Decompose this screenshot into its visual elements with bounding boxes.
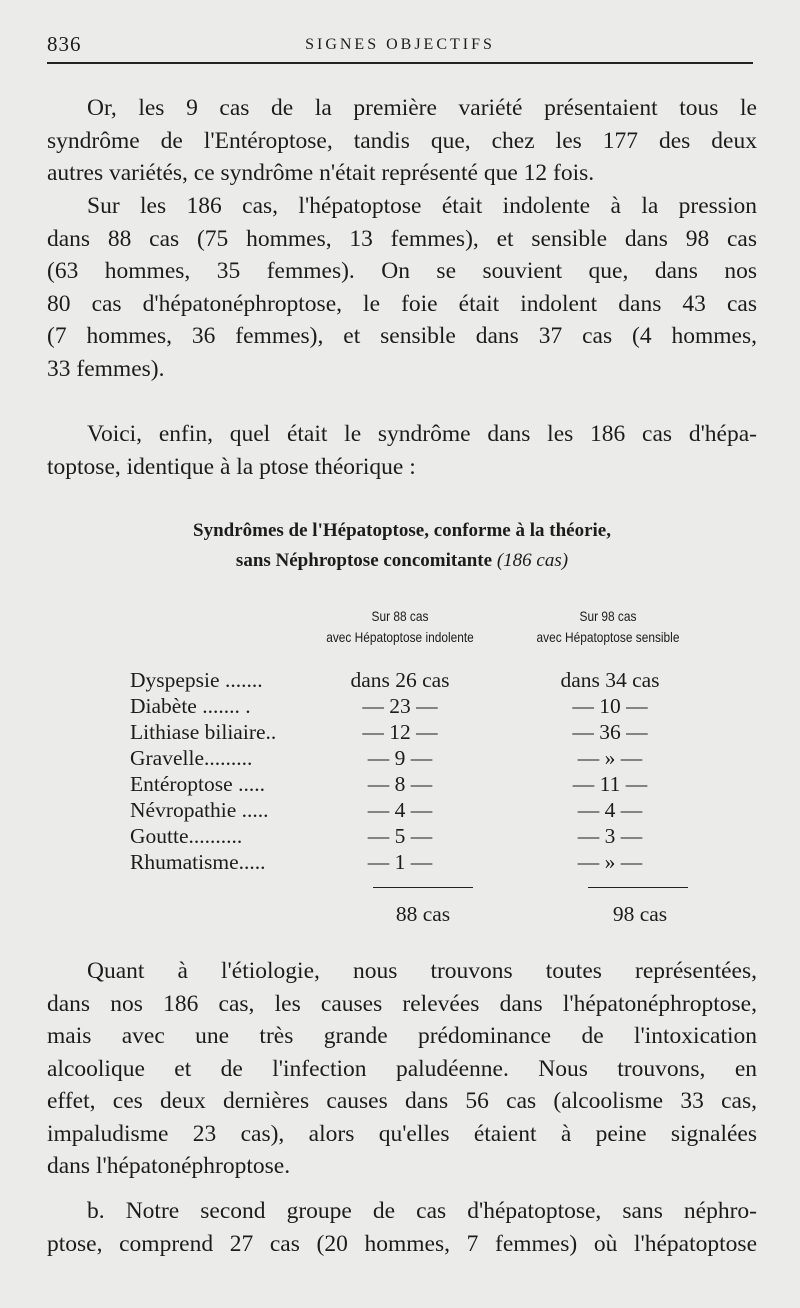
column-header-indolent-line-2: avec Hépatoptose indolente [326, 629, 474, 645]
paragraph [47, 92, 757, 190]
cell-sensible: — 36 — [572, 720, 648, 744]
row-label: Goutte.......... [130, 824, 243, 848]
text-line: dans nos 186 cas, les causes relevées dans l'hépatonéphroptose, [47, 990, 757, 1017]
paragraph [47, 190, 757, 385]
paragraph [47, 1195, 757, 1260]
text-line: (7 hommes, 36 femmes), et sensible dans 37 cas (4 hommes, [47, 323, 757, 349]
cell-sensible: — » — [577, 850, 643, 874]
table-row [130, 719, 710, 745]
text-line: effet, ces deux dernières causes dans 56 cas (alcoolisme 33 cas, [47, 1088, 757, 1114]
table-row [130, 771, 710, 797]
table-title-line-1: Syndrômes de l'Hépatoptose, conforme à la théorie, [193, 520, 611, 541]
row-label: Entéroptose ..... [130, 772, 265, 796]
page-header [47, 30, 753, 64]
cell-indolent: — 12 — [362, 720, 438, 744]
syndrome-table [130, 667, 710, 875]
table-title-line-2 [47, 546, 757, 576]
cell-indolent: — 23 — [362, 694, 438, 718]
table-title-count: (186 cas) [496, 550, 569, 571]
page-number: 836 [47, 32, 82, 56]
row-label: Névropathie ..... [130, 798, 269, 822]
total-sensible: 98 cas [612, 902, 668, 926]
cell-indolent: — 9 — [367, 746, 433, 770]
table-title [47, 516, 757, 576]
cell-sensible: — 10 — [572, 694, 648, 718]
text-line: toptose, identique à la ptose théorique : [47, 453, 416, 480]
text-line: syndrôme de l'Entéroptose, tandis que, chez les 177 des deux [47, 127, 757, 154]
table-row [130, 797, 710, 823]
text-line: Sur les 186 cas, l'hépatoptose était indolente à la pression [87, 193, 757, 219]
table-row [130, 745, 710, 771]
row-label: Diabète ....... . [130, 694, 251, 718]
row-label: Lithiase biliaire.. [130, 720, 277, 744]
cell-sensible: — 11 — [572, 772, 648, 796]
paragraph [47, 955, 757, 1183]
cell-indolent: — 4 — [367, 798, 433, 822]
cell-sensible: dans 34 cas [560, 668, 660, 692]
text-line: alcoolique et de l'infection paludéenne. Nous trouvons, en [47, 1055, 757, 1082]
cell-sensible: — 3 — [577, 824, 643, 848]
column-header-sensible-line-1: Sur 98 cas [579, 608, 637, 624]
text-line: dans 88 cas (75 hommes, 13 femmes), et sensible dans 98 cas [47, 225, 757, 252]
text-line: Quant à l'étiologie, nous trouvons toutes représentées, [87, 958, 757, 984]
running-head: SIGNES OBJECTIFS [305, 36, 495, 53]
text-line: dans l'hépatonéphroptose. [47, 1153, 291, 1179]
column-header-indolent-line-1: Sur 88 cas [371, 608, 429, 624]
cell-indolent: — 1 — [367, 850, 433, 874]
row-label: Dyspepsie ....... [130, 668, 263, 692]
cell-sensible: — 4 — [577, 798, 643, 822]
table-row [130, 823, 710, 849]
table-row [130, 849, 710, 875]
text-line: mais avec une très grande prédominance de l'intoxication [47, 1023, 757, 1049]
text-line: autres variétés, ce syndrôme n'était représenté que 12 fois. [47, 160, 595, 186]
cell-indolent: dans 26 cas [350, 668, 450, 692]
text-line: (63 hommes, 35 femmes). On se souvient que, dans nos [47, 258, 757, 284]
text-line: Voici, enfin, quel était le syndrôme dans les 186 cas d'hépa- [87, 421, 757, 447]
cell-sensible: — » — [577, 746, 643, 770]
cell-indolent: — 8 — [367, 772, 433, 796]
text-line: 33 femmes). [47, 355, 165, 382]
total-rule-indolent [373, 887, 473, 888]
text-line: impaludisme 23 cas), alors qu'elles étaient à peine signalées [47, 1120, 757, 1147]
column-header-sensible [523, 606, 693, 648]
row-label: Rhumatisme..... [130, 850, 266, 874]
paragraph [47, 418, 757, 483]
text-line: 80 cas d'hépatonéphroptose, le foie était indolent dans 43 cas [47, 290, 757, 317]
total-indolent: 88 cas [395, 902, 451, 926]
column-header-sensible-line-2: avec Hépatoptose sensible [536, 629, 680, 645]
text-line: b. Notre second groupe de cas d'hépatoptose, sans néphro- [87, 1198, 757, 1224]
text-line: Or, les 9 cas de la première variété présentaient tous le [87, 95, 757, 121]
table-row [130, 667, 710, 693]
cell-indolent: — 5 — [367, 824, 433, 848]
column-header-indolent [315, 606, 485, 648]
total-rule-sensible [588, 887, 688, 888]
table-title-subject: sans Néphroptose concomitante [235, 550, 493, 571]
row-label: Gravelle......... [130, 746, 253, 770]
text-line: ptose, comprend 27 cas (20 hommes, 7 femmes) où l'hépatoptose [47, 1230, 757, 1257]
table-row [130, 693, 710, 719]
